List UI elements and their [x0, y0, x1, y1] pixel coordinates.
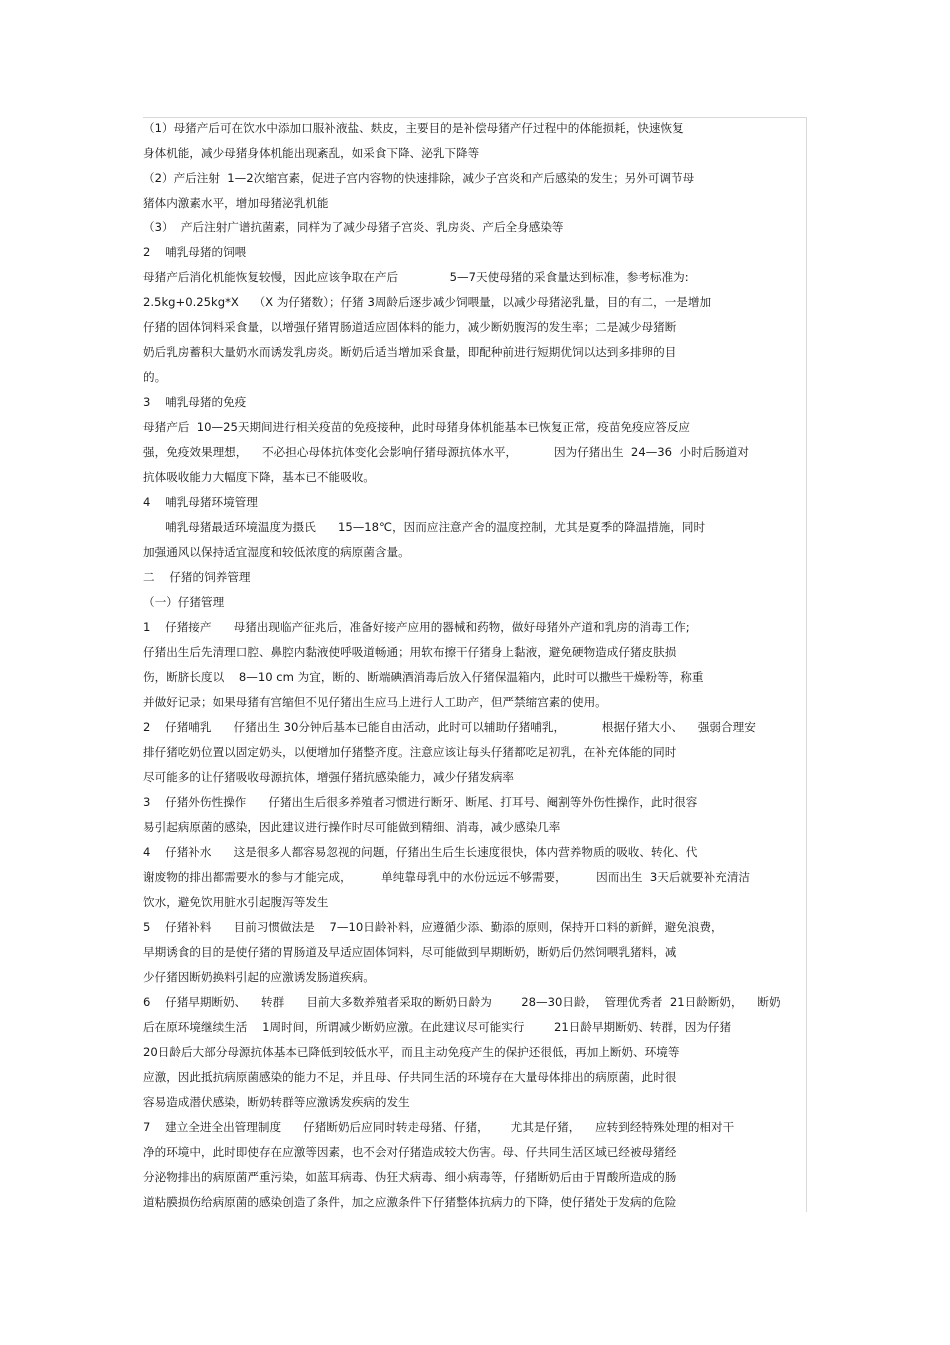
text-line: 后在原环境继续生活 1周时间，所谓减少断奶应激。在此建议尽可能实行 21日龄早期断奶、转群，因为仔猪	[143, 1020, 732, 1034]
text-line: 1 仔猪接产 母猪出现临产征兆后，准备好接产应用的器械和药物，做好母猪外产道和乳房的消毒工作;	[143, 620, 690, 634]
text-line: 道粘膜损伤给病原菌的感染创造了条件，加之应激条件下仔猪整体抗病力的下降，使仔猪处于发病的危险	[143, 1195, 677, 1209]
text-line: 尽可能多的让仔猪吸收母源抗体，增强仔猪抗感染能力，减少仔猪发病率	[143, 770, 515, 784]
text-line: 仔猪的固体饲料采食量，以增强仔猪胃肠道适应固体料的能力，减少断奶腹泻的发生率；二是减少母猪断	[143, 320, 677, 334]
text-line: 抗体吸收能力大幅度下降，基本已不能吸收。	[143, 470, 375, 484]
document-page	[143, 117, 807, 1212]
text-line: 母猪产后消化机能恢复较慢，因此应该争取在产后 5—7天使母猪的采食量达到标准，参考标准为:	[143, 270, 689, 284]
text-line: 母猪产后 10—25天期间进行相关疫苗的免疫接种，此时母猪身体机能基本已恢复正常，疫苗免疫应答反应	[143, 420, 691, 434]
subsection-heading: （一）仔猪管理	[143, 595, 225, 609]
text-line: 奶后乳房蓄积大量奶水而诱发乳房炎。断奶后适当增加采食量，即配种前进行短期优饲以达到多排卵的目	[143, 345, 677, 359]
section-heading: 2 哺乳母猪的饲喂	[143, 245, 247, 259]
text-line: 的。	[143, 370, 167, 384]
text-line: 饮水，避免饮用脏水引起腹泻等发生	[143, 895, 329, 909]
text-line: 加强通风以保持适宜湿度和较低浓度的病原菌含量。	[143, 545, 410, 559]
text-line: 哺乳母猪最适环境温度为摄氏 15—18℃，因而应注意产舍的温度控制，尤其是夏季的降温措施，同时	[143, 520, 706, 534]
text-line: 少仔猪因断奶换料引起的应激诱发肠道疾病。	[143, 970, 375, 984]
text-line: 身体机能，减少母猪身体机能出现紊乱，如采食下降、泌乳下降等	[143, 146, 480, 160]
text-line: 2.5kg+0.25kg*X （X 为仔猪数）；仔猪 3周龄后逐步减少饲喂量，以减少母猪泌乳量，目的有二，一是增加	[143, 295, 712, 309]
text-line: 4 仔猪补水 这是很多人都容易忽视的问题，仔猪出生后生长速度很快，体内营养物质的吸收、转化、代	[143, 845, 698, 859]
text-line: 2 仔猪哺乳 仔猪出生 30分钟后基本已能自由活动，此时可以辅助仔猪哺乳， 根据仔猪大小、 强弱合理安	[143, 720, 756, 734]
text-line: 3 仔猪外伤性操作 仔猪出生后很多养殖者习惯进行断牙、断尾、打耳号、阉割等外伤性操作，此时很容	[143, 795, 698, 809]
text-line: 谢废物的排出都需要水的参与才能完成， 单纯靠母乳中的水份远远不够需要， 因而出生 3天后就要补充清洁	[143, 870, 751, 884]
text-line: 5 仔猪补料 目前习惯做法是 7—10日龄补料，应遵循少添、勤添的原则，保持开口料的新鲜，避免浪费，	[143, 920, 723, 934]
text-line: （1）母猪产后可在饮水中添加口服补液盐、麸皮，主要目的是补偿母猪产仔过程中的体能损耗，快速恢复	[143, 121, 684, 135]
section-heading: 二 仔猪的饲养管理	[143, 570, 251, 584]
text-line: 猪体内激素水平，增加母猪泌乳机能	[143, 196, 329, 210]
text-line: 净的环境中，此时即使存在应激等因素，也不会对仔猪造成较大伤害。母、仔共同生活区域已经被母猪经	[143, 1145, 677, 1159]
text-line: 7 建立全进全出管理制度 仔猪断奶后应同时转走母猪、仔猪， 尤其是仔猪， 应转到经特殊处理的相对干	[143, 1120, 735, 1134]
text-line: 强，免疫效果理想， 不必担心母体抗体变化会影响仔猪母源抗体水平， 因为仔猪出生 24—36 小时后肠道对	[143, 445, 749, 459]
text-line: 早期诱食的目的是使仔猪的胃肠道及早适应固体饲料，尽可能做到早期断奶，断奶后仍然饲喂乳猪料，减	[143, 945, 677, 959]
text-line: 容易造成潜伏感染，断奶转群等应激诱发疾病的发生	[143, 1095, 410, 1109]
text-line: 20日龄后大部分母源抗体基本已降低到较低水平，而且主动免疫产生的保护还很低，再加上断奶、环境等	[143, 1045, 680, 1059]
text-line: 排仔猪吃奶位置以固定奶头，以便增加仔猪整齐度。注意应该让每头仔猪都吃足初乳，在补充体能的同时	[143, 745, 677, 759]
section-heading: 4 哺乳母猪环境管理	[143, 495, 258, 509]
text-line: （3） 产后注射广谱抗菌素，同样为了减少母猪子宫炎、乳房炎、产后全身感染等	[143, 220, 564, 234]
section-heading: 3 哺乳母猪的免疫	[143, 395, 247, 409]
text-line: 并做好记录；如果母猪有宫缩但不见仔猪出生应马上进行人工助产，但严禁缩宫素的使用。	[143, 695, 607, 709]
text-line: 6 仔猪早期断奶、 转群 目前大多数养殖者采取的断奶日龄为 28—30日龄， 管理优秀者 21日龄断奶， 断奶	[143, 995, 781, 1009]
text-line: 伤，断脐长度以 8—10 cm 为宜，断的、断端碘酒消毒后放入仔猪保温箱内，此时可以撒些干燥粉等，称重	[143, 670, 704, 684]
text-line: 仔猪出生后先清理口腔、鼻腔内黏液使呼吸道畅通；用软布擦干仔猪身上黏液，避免硬物造成仔猪皮肤损	[143, 645, 677, 659]
text-line: 易引起病原菌的感染，因此建议进行操作时尽可能做到精细、消毒，减少感染几率	[143, 820, 561, 834]
text-line: 分泌物排出的病原菌严重污染，如蓝耳病毒、伪狂犬病毒、细小病毒等，仔猪断奶后由于胃酸所造成的肠	[143, 1170, 677, 1184]
text-line: 应激，因此抵抗病原菌感染的能力不足，并且母、仔共同生活的环境存在大量母体排出的病原菌，此时很	[143, 1070, 677, 1084]
text-line: （2）产后注射 1—2次缩宫素，促进子宫内容物的快速排除，减少子宫炎和产后感染的发生；另外可调节母	[143, 171, 695, 185]
